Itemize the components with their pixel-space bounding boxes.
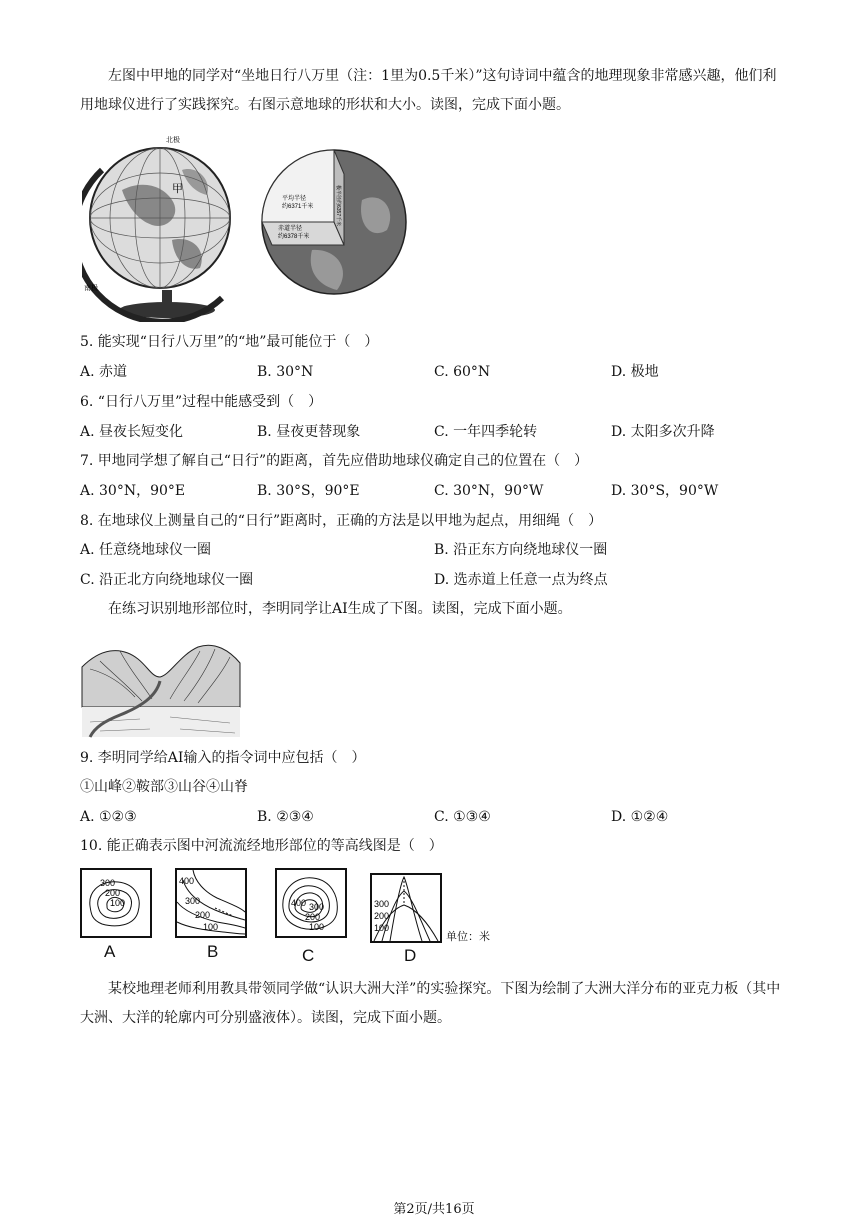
q8-option-a[interactable]: A. 任意绕地球仪一圈 — [80, 542, 212, 558]
label-eq-radius-val: 约6378千米 — [278, 234, 310, 240]
contour-b-label-300: 300 — [185, 896, 201, 906]
q5-option-b[interactable]: B. 30°N — [257, 364, 314, 380]
contour-label-b: B — [207, 942, 219, 961]
label-nanji: 南极 — [84, 285, 98, 292]
contour-d-label-200: 200 — [374, 911, 390, 921]
page-footer: 第2页/共16页 — [393, 1202, 475, 1217]
q5-option-d[interactable]: D. 极地 — [611, 364, 659, 380]
question-8-stem: 8. 在地球仪上测量自己的“日行”距离时，正确的方法是以甲地为起点，用细绳（ ） — [80, 513, 603, 529]
contour-d-label-300: 300 — [374, 899, 390, 909]
label-jia: 甲 — [172, 183, 183, 195]
q6-option-b[interactable]: B. 昼夜更替现象 — [257, 424, 361, 440]
contour-b-label-400: 400 — [179, 876, 195, 886]
q5-option-a[interactable]: A. 赤道 — [80, 364, 128, 380]
contour-d-label-100: 100 — [374, 923, 390, 933]
contour-b-label-100: 100 — [203, 922, 219, 932]
q6-option-a[interactable]: A. 昼夜长短变化 — [80, 424, 184, 440]
mountain-sketch-figure — [80, 637, 242, 739]
contour-b-label-200: 200 — [195, 910, 211, 920]
question-7-stem: 7. 甲地同学想了解自己“日行”的距离，首先应借助地球仪确定自己的位置在（ ） — [80, 453, 589, 469]
globe-figure — [82, 130, 412, 322]
q6-option-d[interactable]: D. 太阳多次升降 — [611, 424, 715, 440]
contour-unit: 单位：米 — [446, 931, 490, 943]
question-9-items: ①山峰②鞍部③山谷④山脊 — [80, 779, 248, 795]
contour-label-d: D — [404, 946, 417, 965]
question-6-stem: 6. “日行八万里”过程中能感受到（ ） — [80, 394, 323, 410]
contour-map-a[interactable] — [80, 868, 152, 938]
q7-option-a[interactable]: A. 30°N，90°E — [80, 483, 186, 499]
contour-label-a: A — [104, 942, 116, 961]
q9-option-a[interactable]: A. ①②③ — [80, 809, 137, 825]
intro-paragraph-3: 某校地理老师利用教具带领同学做“认识大洲大洋”的实验探究。下图为绘制了大洲大洋分布的亚克力板（其中大洲、大洋的轮廓内可分别盛液体）。读图，完成下面小题。 — [80, 981, 781, 1026]
q9-option-c[interactable]: C. ①③④ — [434, 809, 491, 825]
label-polar-radius: 极半径约6357千米 — [335, 185, 341, 227]
label-eq-radius: 赤道半径 — [278, 226, 303, 232]
q6-option-c[interactable]: C. 一年四季轮转 — [434, 424, 538, 440]
contour-c-label-400: 400 — [291, 898, 307, 908]
label-avg-radius-val: 约6371千米 — [282, 204, 314, 210]
q7-option-c[interactable]: C. 30°N，90°W — [434, 483, 544, 499]
contour-a-label-100: 100 — [110, 898, 126, 908]
question-9-stem: 9. 李明同学给AI输入的指令词中应包括（ ） — [80, 750, 366, 766]
contour-a-label-200: 200 — [105, 888, 121, 898]
contour-map-d[interactable] — [370, 873, 442, 943]
contour-a-label-300: 300 — [100, 878, 116, 888]
q7-option-b[interactable]: B. 30°S，90°E — [257, 483, 360, 499]
intro-paragraph-1: 左图中甲地的同学对“坐地日行八万里（注：1里为0.5千米）”这句诗词中蕴含的地理现象非常感兴趣，他们利用地球仪进行了实践探究。右图示意地球的形状和大小。读图，完成下面小题。 — [80, 68, 777, 113]
q9-option-d[interactable]: D. ①②④ — [611, 809, 669, 825]
q8-option-b[interactable]: B. 沿正东方向绕地球仪一圈 — [434, 542, 608, 558]
question-5-stem: 5. 能实现“日行八万里”的“地”最可能位于（ ） — [80, 334, 379, 350]
label-avg-radius: 平均半径 — [282, 196, 307, 202]
intro-paragraph-2: 在练习识别地形部位时，李明同学让AI生成了下图。读图，完成下面小题。 — [108, 601, 572, 617]
q5-option-c[interactable]: C. 60°N — [434, 364, 491, 380]
contour-map-c[interactable] — [275, 868, 347, 938]
q9-option-b[interactable]: B. ②③④ — [257, 809, 314, 825]
contour-c-label-200: 200 — [305, 912, 321, 922]
contour-label-c: C — [302, 946, 315, 965]
label-beiji: 北极 — [166, 137, 180, 144]
question-10-stem: 10. 能正确表示图中河流流经地形部位的等高线图是（ ） — [80, 838, 443, 854]
q8-option-c[interactable]: C. 沿正北方向绕地球仪一圈 — [80, 572, 254, 588]
q7-option-d[interactable]: D. 30°S，90°W — [611, 483, 719, 499]
contour-map-b[interactable] — [175, 868, 247, 938]
contour-c-label-100: 100 — [309, 922, 325, 932]
q8-option-d[interactable]: D. 选赤道上任意一点为终点 — [434, 572, 608, 588]
contour-c-label-300: 300 — [309, 902, 325, 912]
